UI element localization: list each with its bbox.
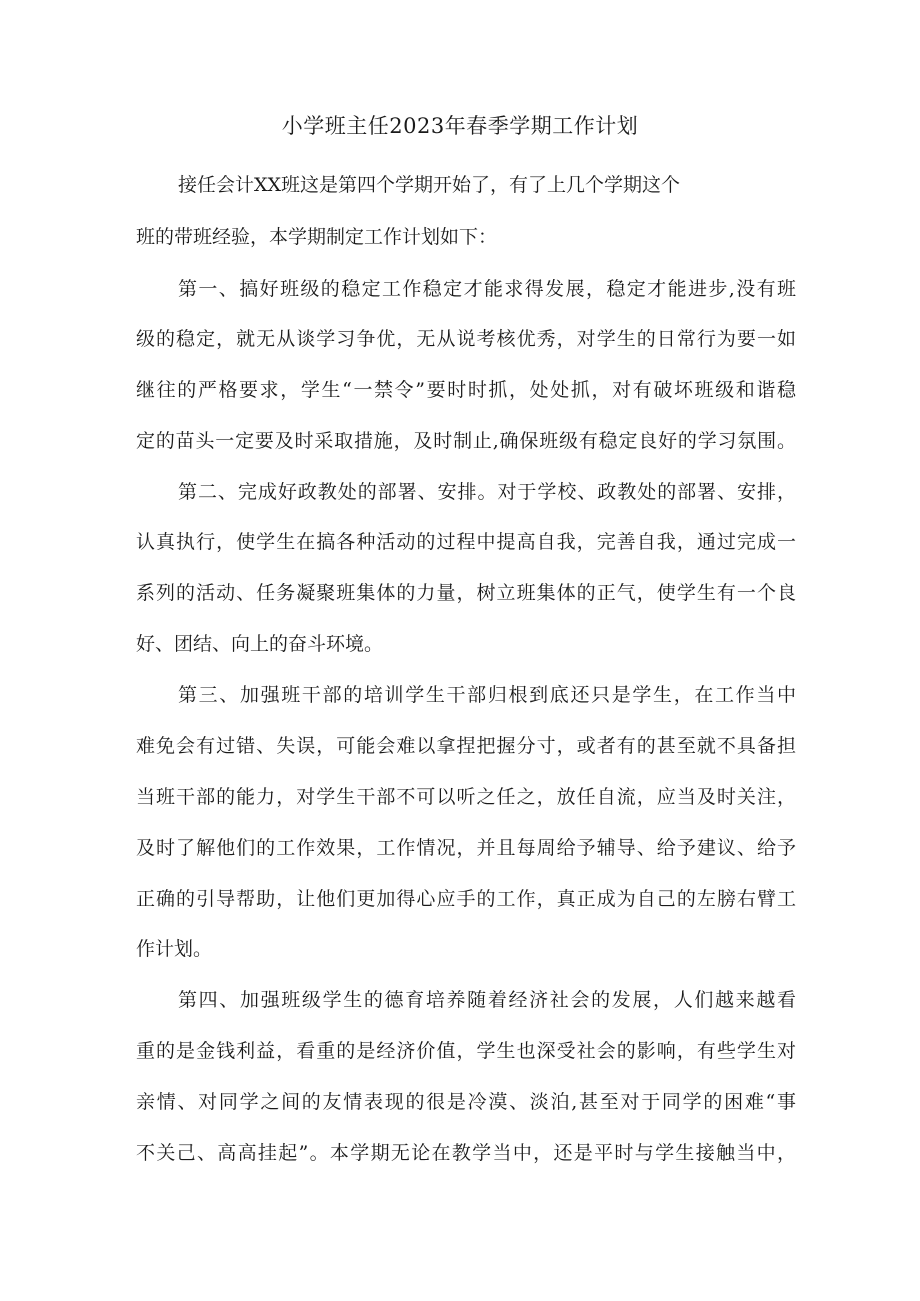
paragraph-line: 当班干部的能力，对学生干部不可以听之任之，放任自流，应当及时关注， [136, 786, 796, 808]
paragraph-line: 班的带班经验，本学期制定工作计划如下： [136, 226, 498, 248]
paragraph-line: 第三、加强班干部的培训学生干部归根到底还只是学生，在工作当中 [178, 684, 796, 706]
document-title: 小学班主任2023年春季学期工作计划 [281, 114, 639, 138]
paragraph-line: 继往的严格要求，学生“一禁令”要时时抓，处处抓，对有破坏班级和谐稳 [136, 379, 796, 401]
paragraph-line: 亲情、对同学之间的友情表现的很是冷漠、淡泊,甚至对于同学的困难“事 [136, 1091, 796, 1113]
paragraph-line: 难免会有过错、失误，可能会难以拿捏把握分寸，或者有的甚至就不具备担 [136, 735, 796, 757]
paragraph-line: 第四、加强班级学生的德育培养随着经济社会的发展，人们越来越看 [178, 989, 796, 1011]
paragraph-line: 作计划。 [136, 938, 213, 960]
paragraph-line: 不关己、高高挂起”。本学期无论在教学当中，还是平时与学生接触当中， [136, 1142, 796, 1164]
paragraph-line: 好、团结、向上的奋斗环境。 [136, 633, 384, 655]
paragraph-line: 接任会计XX班这是第四个学期开始了，有了上几个学期这个 [178, 174, 681, 196]
paragraph-line: 级的稳定，就无从谈学习争优，无从说考核优秀，对学生的日常行为要一如 [136, 328, 796, 350]
paragraph-line: 正确的引导帮助，让他们更加得心应手的工作，真正成为自己的左膀右臂工 [136, 888, 796, 910]
paragraph-line: 定的苗头一定要及时采取措施，及时制止,确保班级有稳定良好的学习氛围。 [136, 430, 796, 452]
paragraph-line: 及时了解他们的工作效果，工作情况，并且每周给予辅导、给予建议、给予 [136, 837, 796, 859]
paragraph-line: 重的是金钱利益，看重的是经济价值，学生也深受社会的影响，有些学生对 [136, 1040, 796, 1062]
paragraph-line: 系列的活动、任务凝聚班集体的力量，树立班集体的正气，使学生有一个良 [136, 582, 796, 604]
paragraph-line: 第二、完成好政教处的部署、安排。对于学校、政教处的部署、安排， [178, 481, 796, 503]
paragraph-line: 认真执行，使学生在搞各种活动的过程中提高自我，完善自我，通过完成一 [136, 531, 796, 553]
paragraph-line: 第一、搞好班级的稳定工作稳定才能求得发展，稳定才能进步,没有班 [178, 278, 796, 300]
